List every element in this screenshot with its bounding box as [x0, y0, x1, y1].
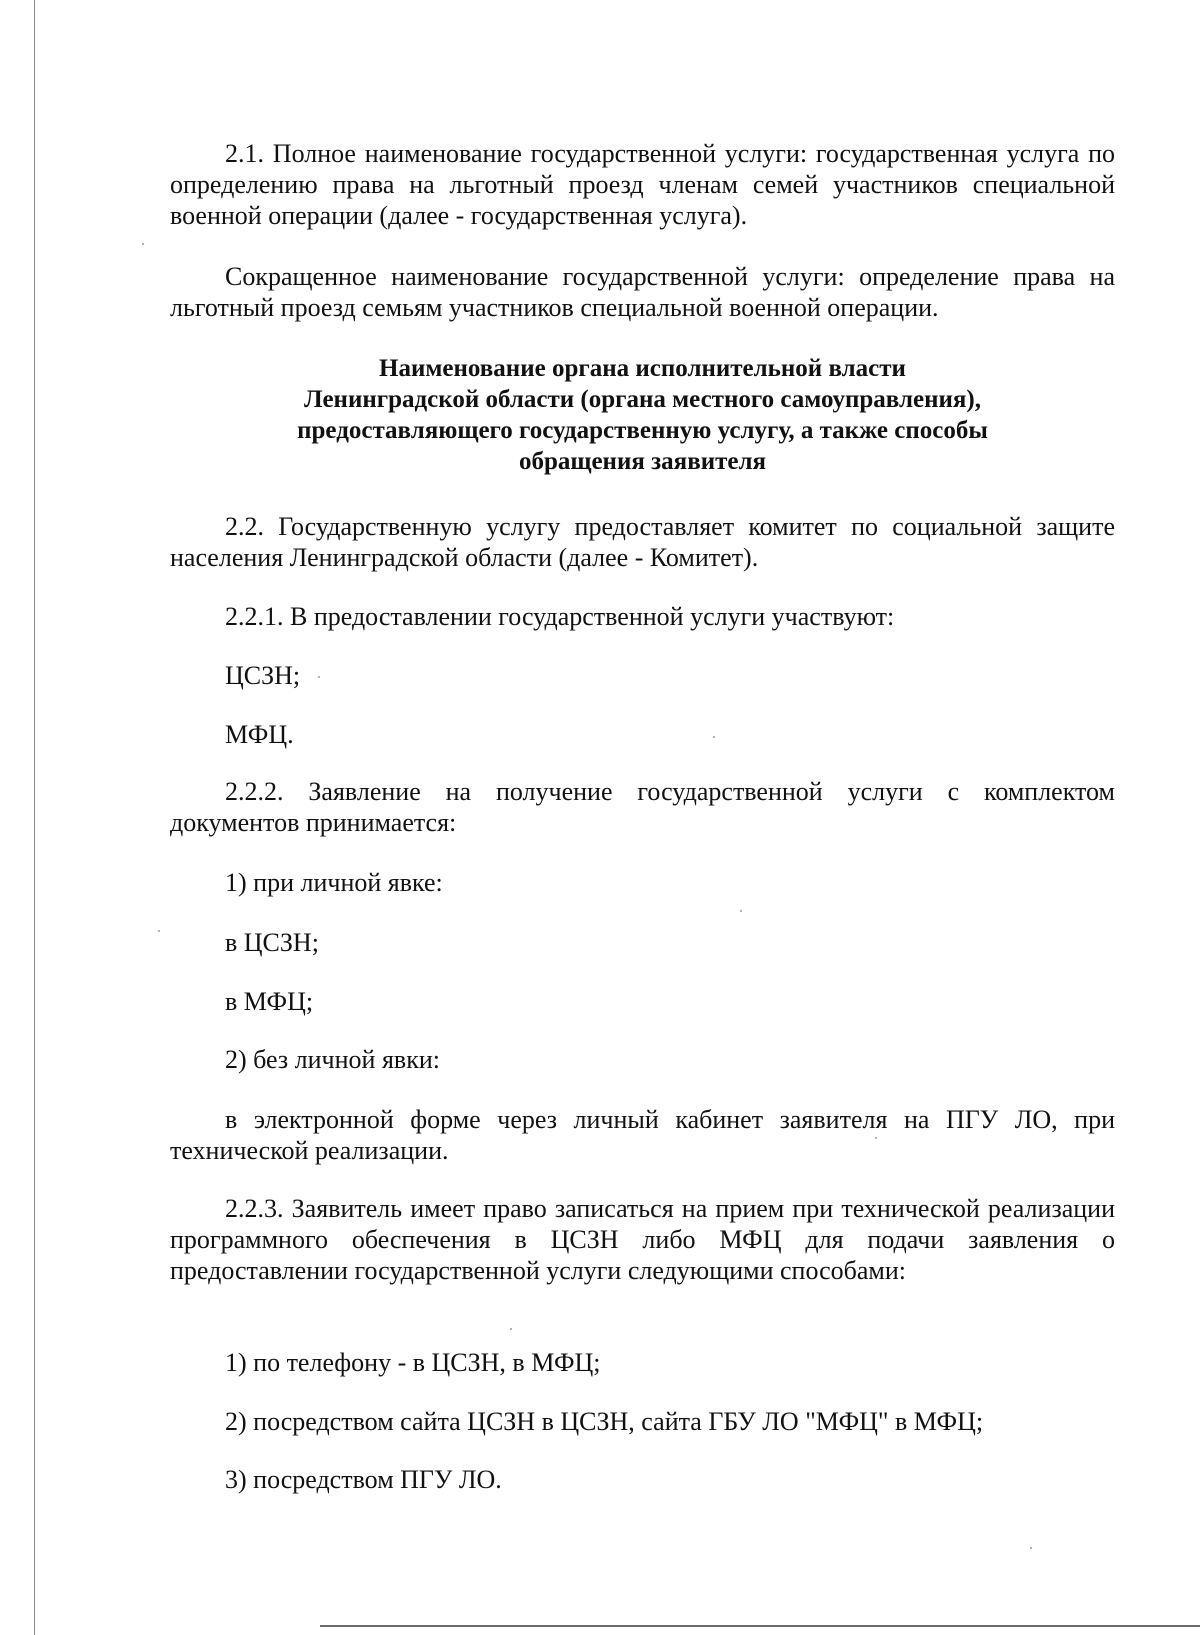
list-item-cszn: ЦСЗН; — [225, 661, 301, 690]
paragraph-by-phone: 1) по телефону - в ЦСЗН, в МФЦ; — [225, 1348, 601, 1377]
scan-speck — [142, 243, 144, 245]
section-heading — [170, 353, 1115, 477]
paragraph-2-2-1: 2.2.1. В предоставлении государственной услуги участвуют: — [225, 602, 895, 631]
paragraph-2-2: 2.2. Государственную услугу предоставляет комитет по социальной защите населения Ленинградской области (далее - Комитет). — [170, 512, 1115, 572]
list-item-mfc: МФЦ. — [225, 720, 294, 749]
paragraph-in-mfc: в МФЦ; — [225, 987, 314, 1016]
paragraph-2-2-2: 2.2.2. Заявление на получение государственной услуги с комплектом документов принимается: — [170, 777, 1115, 837]
paragraph-2-1: 2.1. Полное наименование государственной услуги: государственная услуга по определению права на льготный проезд членам семей участников специальной военной операции (далее - государственная услуга). — [170, 139, 1115, 230]
paragraph-in-cszn: в ЦСЗН; — [225, 928, 319, 957]
paragraph-electronic: в электронной форме через личный кабинет заявителя на ПГУ ЛО, при технической реализации. — [170, 1105, 1115, 1165]
paragraph-by-pgu: 3) посредством ПГУ ЛО. — [225, 1465, 502, 1494]
heading-line: Ленинградской области (органа местного самоуправления), — [303, 386, 981, 413]
paragraph-personal: 1) при личной явке: — [225, 868, 443, 897]
scan-speck — [1030, 1547, 1032, 1549]
heading-line: обращения заявителя — [518, 448, 767, 475]
paragraph-by-site: 2) посредством сайта ЦСЗН в ЦСЗН, сайта ГБУ ЛО "МФЦ" в МФЦ; — [225, 1407, 984, 1436]
paragraph-short-name: Сокращенное наименование государственной услуги: определение права на льготный проезд семьям участников специальной военной операции. — [170, 262, 1115, 322]
heading-line: предоставляющего государственную услугу, а также способы — [297, 417, 988, 444]
scan-speck — [510, 1328, 512, 1330]
heading-line: Наименование органа исполнительной власти — [379, 355, 906, 382]
scan-speck — [158, 930, 160, 932]
scan-speck — [740, 910, 742, 912]
scan-bottom-edge — [320, 1625, 1200, 1627]
scan-left-edge — [34, 0, 35, 1635]
paragraph-no-personal: 2) без личной явки: — [225, 1045, 440, 1074]
paragraph-2-2-3: 2.2.3. Заявитель имеет право записаться на прием при технической реализации программного обеспечения в ЦСЗН либо МФЦ для подачи заявления о предоставлении государственной услуги следующими способами: — [170, 1194, 1115, 1285]
